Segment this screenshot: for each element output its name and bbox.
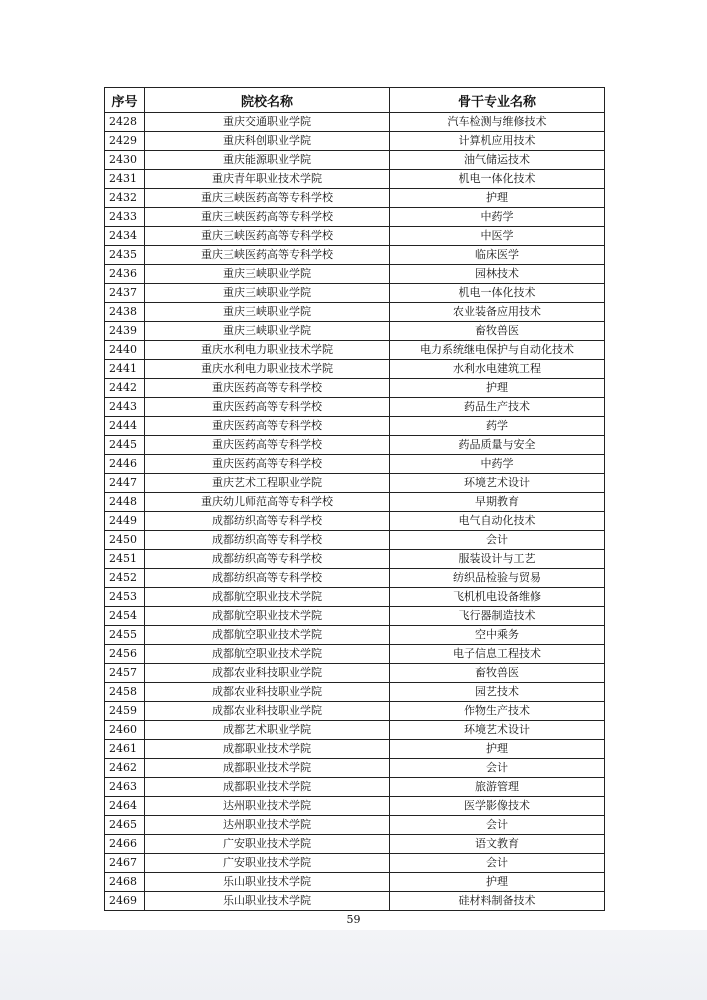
serial-number-cell: 2463 (105, 778, 145, 797)
school-name-cell: 重庆水利电力职业技术学院 (145, 360, 390, 379)
major-name-cell: 护理 (390, 189, 605, 208)
major-name-cell: 园林技术 (390, 265, 605, 284)
serial-number-cell: 2469 (105, 892, 145, 911)
table-row (105, 113, 605, 132)
major-name-cell: 电力系统继电保护与自动化技术 (390, 341, 605, 360)
table-row (105, 721, 605, 740)
table-row (105, 702, 605, 721)
major-name-cell: 畜牧兽医 (390, 664, 605, 683)
serial-number-cell: 2459 (105, 702, 145, 721)
table-row (105, 873, 605, 892)
serial-number-cell: 2440 (105, 341, 145, 360)
header-school-name: 院校名称 (145, 88, 390, 113)
major-name-cell: 中药学 (390, 455, 605, 474)
school-name-cell: 成都航空职业技术学院 (145, 588, 390, 607)
table-row (105, 778, 605, 797)
serial-number-cell: 2455 (105, 626, 145, 645)
table-row (105, 759, 605, 778)
school-name-cell: 广安职业技术学院 (145, 854, 390, 873)
table-row (105, 284, 605, 303)
major-name-cell: 早期教育 (390, 493, 605, 512)
school-name-cell: 重庆医药高等专科学校 (145, 455, 390, 474)
table-row (105, 379, 605, 398)
serial-number-cell: 2444 (105, 417, 145, 436)
table-row (105, 436, 605, 455)
major-name-cell: 语文教育 (390, 835, 605, 854)
school-name-cell: 成都职业技术学院 (145, 759, 390, 778)
serial-number-cell: 2460 (105, 721, 145, 740)
school-name-cell: 成都航空职业技术学院 (145, 645, 390, 664)
school-name-cell: 达州职业技术学院 (145, 797, 390, 816)
serial-number-cell: 2451 (105, 550, 145, 569)
serial-number-cell: 2456 (105, 645, 145, 664)
serial-number-cell: 2447 (105, 474, 145, 493)
school-name-cell: 重庆三峡医药高等专科学校 (145, 246, 390, 265)
table-row (105, 512, 605, 531)
table-row (105, 265, 605, 284)
major-name-cell: 会计 (390, 816, 605, 835)
school-name-cell: 乐山职业技术学院 (145, 873, 390, 892)
page-number: 59 (346, 913, 361, 926)
table-row (105, 797, 605, 816)
major-name-cell: 机电一体化技术 (390, 170, 605, 189)
major-name-cell: 护理 (390, 873, 605, 892)
school-name-cell: 广安职业技术学院 (145, 835, 390, 854)
major-name-cell: 药品生产技术 (390, 398, 605, 417)
table-row (105, 474, 605, 493)
major-name-cell: 中医学 (390, 227, 605, 246)
school-name-cell: 重庆医药高等专科学校 (145, 436, 390, 455)
serial-number-cell: 2437 (105, 284, 145, 303)
major-name-cell: 汽车检测与维修技术 (390, 113, 605, 132)
school-name-cell: 重庆水利电力职业技术学院 (145, 341, 390, 360)
table-row (105, 360, 605, 379)
table-row (105, 550, 605, 569)
school-name-cell: 重庆三峡医药高等专科学校 (145, 189, 390, 208)
serial-number-cell: 2466 (105, 835, 145, 854)
serial-number-cell: 2439 (105, 322, 145, 341)
major-name-cell: 护理 (390, 379, 605, 398)
major-name-cell: 纺织品检验与贸易 (390, 569, 605, 588)
table-row (105, 398, 605, 417)
serial-number-cell: 2461 (105, 740, 145, 759)
serial-number-cell: 2449 (105, 512, 145, 531)
major-name-cell: 药学 (390, 417, 605, 436)
school-name-cell: 成都农业科技职业学院 (145, 702, 390, 721)
school-name-cell: 重庆青年职业技术学院 (145, 170, 390, 189)
table-row (105, 322, 605, 341)
school-name-cell: 成都农业科技职业学院 (145, 683, 390, 702)
school-name-cell: 成都艺术职业学院 (145, 721, 390, 740)
table-row (105, 493, 605, 512)
table-row (105, 835, 605, 854)
serial-number-cell: 2464 (105, 797, 145, 816)
serial-number-cell: 2441 (105, 360, 145, 379)
serial-number-cell: 2428 (105, 113, 145, 132)
school-name-cell: 成都航空职业技术学院 (145, 607, 390, 626)
major-name-cell: 水利水电建筑工程 (390, 360, 605, 379)
major-name-cell: 中药学 (390, 208, 605, 227)
major-name-cell: 医学影像技术 (390, 797, 605, 816)
school-name-cell: 重庆医药高等专科学校 (145, 379, 390, 398)
school-name-cell: 重庆三峡医药高等专科学校 (145, 227, 390, 246)
serial-number-cell: 2438 (105, 303, 145, 322)
serial-number-cell: 2431 (105, 170, 145, 189)
major-name-cell: 会计 (390, 759, 605, 778)
header-serial-number: 序号 (105, 88, 145, 113)
table-row (105, 683, 605, 702)
table-row (105, 341, 605, 360)
table-row (105, 303, 605, 322)
table-row (105, 664, 605, 683)
serial-number-cell: 2454 (105, 607, 145, 626)
school-name-cell: 重庆医药高等专科学校 (145, 417, 390, 436)
school-name-cell: 重庆三峡职业学院 (145, 265, 390, 284)
school-name-cell: 成都纺织高等专科学校 (145, 531, 390, 550)
school-name-cell: 达州职业技术学院 (145, 816, 390, 835)
school-name-cell: 重庆三峡职业学院 (145, 303, 390, 322)
major-name-cell: 农业装备应用技术 (390, 303, 605, 322)
school-name-cell: 重庆医药高等专科学校 (145, 398, 390, 417)
school-name-cell: 成都纺织高等专科学校 (145, 550, 390, 569)
serial-number-cell: 2442 (105, 379, 145, 398)
serial-number-cell: 2436 (105, 265, 145, 284)
table-row (105, 816, 605, 835)
serial-number-cell: 2446 (105, 455, 145, 474)
serial-number-cell: 2429 (105, 132, 145, 151)
table-row (105, 455, 605, 474)
major-name-cell: 机电一体化技术 (390, 284, 605, 303)
major-name-cell: 护理 (390, 740, 605, 759)
serial-number-cell: 2435 (105, 246, 145, 265)
school-name-cell: 成都纺织高等专科学校 (145, 512, 390, 531)
school-name-cell: 重庆科创职业学院 (145, 132, 390, 151)
major-name-cell: 油气储运技术 (390, 151, 605, 170)
serial-number-cell: 2468 (105, 873, 145, 892)
serial-number-cell: 2450 (105, 531, 145, 550)
table-row (105, 246, 605, 265)
school-name-cell: 重庆交通职业学院 (145, 113, 390, 132)
major-name-cell: 作物生产技术 (390, 702, 605, 721)
table-header-row (105, 88, 605, 113)
major-name-cell: 药品质量与安全 (390, 436, 605, 455)
table-row (105, 531, 605, 550)
school-name-cell: 成都农业科技职业学院 (145, 664, 390, 683)
serial-number-cell: 2430 (105, 151, 145, 170)
major-name-cell: 飞行器制造技术 (390, 607, 605, 626)
serial-number-cell: 2448 (105, 493, 145, 512)
major-name-cell: 会计 (390, 531, 605, 550)
school-name-cell: 乐山职业技术学院 (145, 892, 390, 911)
school-name-cell: 重庆三峡职业学院 (145, 284, 390, 303)
table-row (105, 626, 605, 645)
serial-number-cell: 2465 (105, 816, 145, 835)
table-row (105, 417, 605, 436)
serial-number-cell: 2443 (105, 398, 145, 417)
major-name-cell: 旅游管理 (390, 778, 605, 797)
major-name-cell: 电气自动化技术 (390, 512, 605, 531)
serial-number-cell: 2462 (105, 759, 145, 778)
table-row (105, 208, 605, 227)
header-major-name: 骨干专业名称 (390, 88, 605, 113)
major-name-cell: 临床医学 (390, 246, 605, 265)
major-name-cell: 环境艺术设计 (390, 721, 605, 740)
table-row (105, 569, 605, 588)
school-name-cell: 重庆能源职业学院 (145, 151, 390, 170)
major-list-table (104, 87, 605, 911)
table-row (105, 170, 605, 189)
major-name-cell: 电子信息工程技术 (390, 645, 605, 664)
table-row (105, 189, 605, 208)
major-name-cell: 会计 (390, 854, 605, 873)
school-name-cell: 成都航空职业技术学院 (145, 626, 390, 645)
major-name-cell: 环境艺术设计 (390, 474, 605, 493)
school-name-cell: 重庆三峡医药高等专科学校 (145, 208, 390, 227)
school-name-cell: 重庆幼儿师范高等专科学校 (145, 493, 390, 512)
table-row (105, 740, 605, 759)
major-name-cell: 空中乘务 (390, 626, 605, 645)
serial-number-cell: 2452 (105, 569, 145, 588)
table-row (105, 892, 605, 911)
school-name-cell: 成都职业技术学院 (145, 778, 390, 797)
table-row (105, 227, 605, 246)
serial-number-cell: 2445 (105, 436, 145, 455)
major-name-cell: 硅材料制备技术 (390, 892, 605, 911)
table-row (105, 588, 605, 607)
school-name-cell: 重庆三峡职业学院 (145, 322, 390, 341)
serial-number-cell: 2457 (105, 664, 145, 683)
school-name-cell: 成都职业技术学院 (145, 740, 390, 759)
serial-number-cell: 2432 (105, 189, 145, 208)
serial-number-cell: 2433 (105, 208, 145, 227)
major-name-cell: 畜牧兽医 (390, 322, 605, 341)
school-name-cell: 成都纺织高等专科学校 (145, 569, 390, 588)
school-name-cell: 重庆艺术工程职业学院 (145, 474, 390, 493)
major-name-cell: 计算机应用技术 (390, 132, 605, 151)
table-row (105, 607, 605, 626)
table-row (105, 645, 605, 664)
table-row (105, 132, 605, 151)
table-body (105, 113, 605, 911)
table-row (105, 151, 605, 170)
table-row (105, 854, 605, 873)
serial-number-cell: 2434 (105, 227, 145, 246)
serial-number-cell: 2467 (105, 854, 145, 873)
serial-number-cell: 2453 (105, 588, 145, 607)
major-name-cell: 服装设计与工艺 (390, 550, 605, 569)
major-name-cell: 园艺技术 (390, 683, 605, 702)
major-name-cell: 飞机机电设备维修 (390, 588, 605, 607)
serial-number-cell: 2458 (105, 683, 145, 702)
